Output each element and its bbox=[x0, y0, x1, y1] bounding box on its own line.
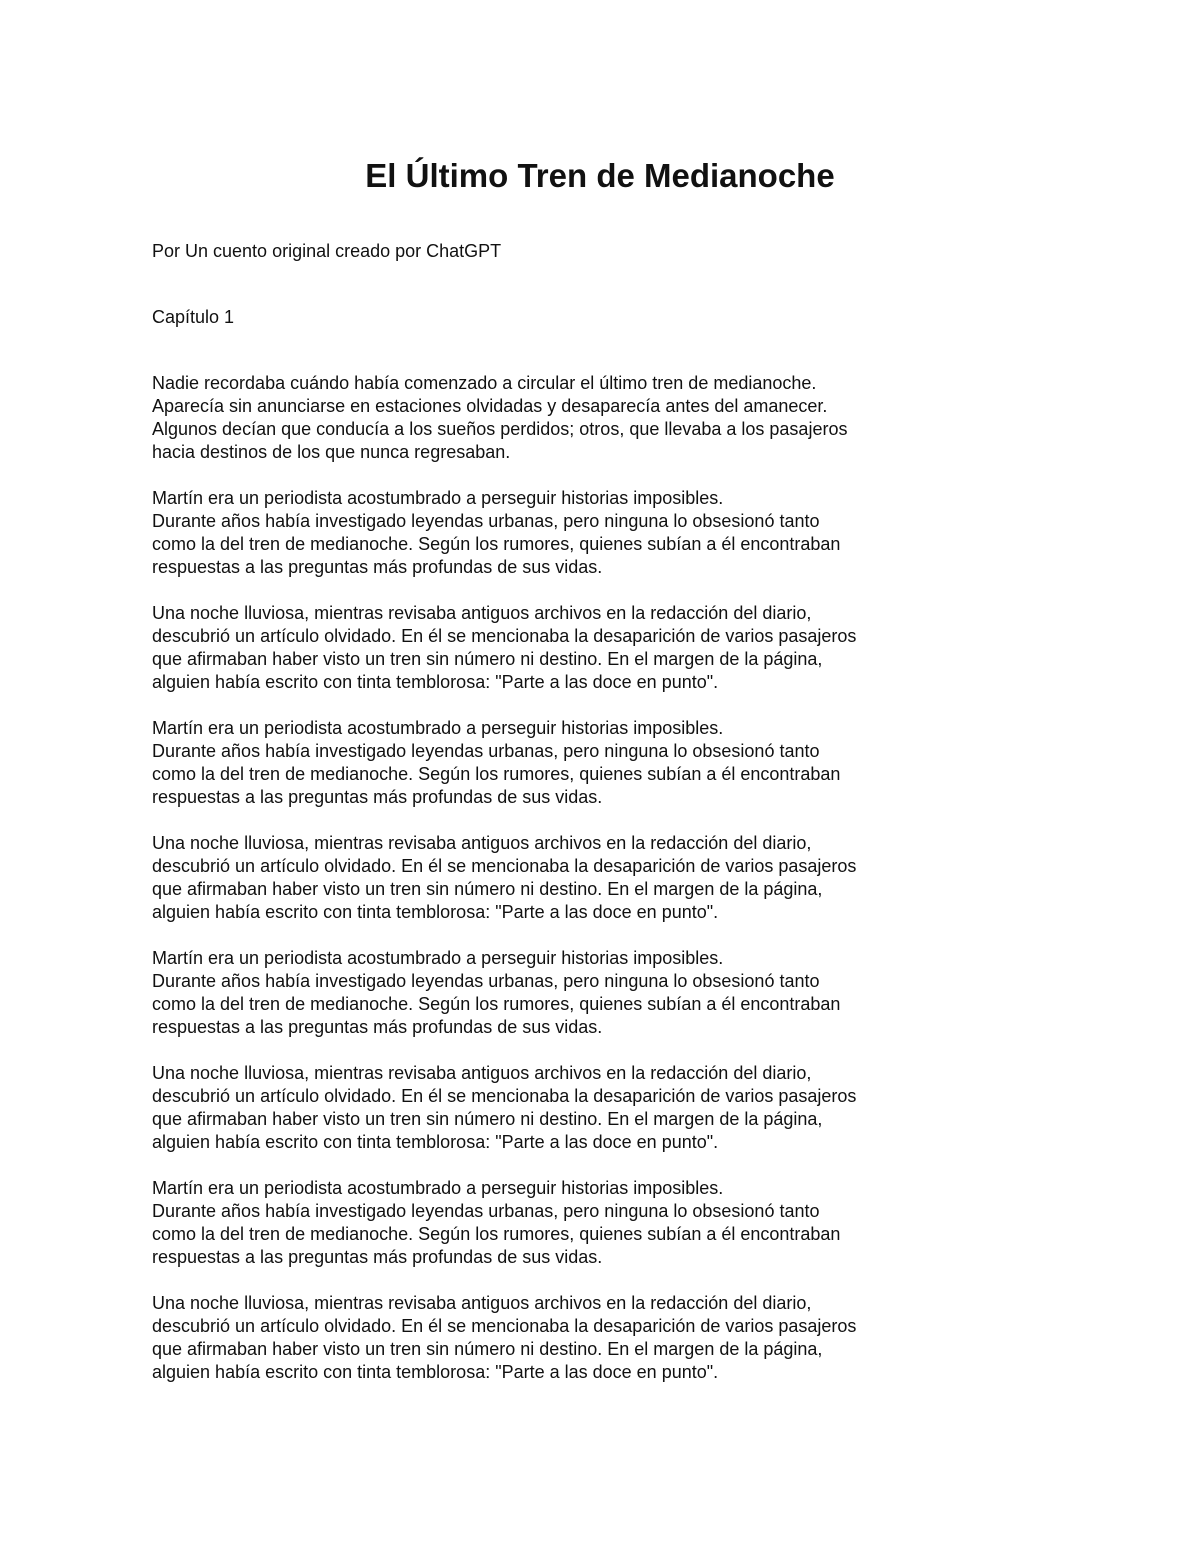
paragraph-line: Una noche lluviosa, mientras revisaba antiguos archivos en la redacción del diario, bbox=[152, 1063, 812, 1083]
paragraph-line: alguien había escrito con tinta temblorosa: "Parte a las doce en punto". bbox=[152, 672, 719, 692]
paragraph-line: descubrió un artículo olvidado. En él se mencionaba la desaparición de varios pasajeros bbox=[152, 626, 857, 646]
paragraph-line: respuestas a las preguntas más profundas de sus vidas. bbox=[152, 1017, 603, 1037]
paragraph-line: como la del tren de medianoche. Según los rumores, quienes subían a él encontraban bbox=[152, 764, 841, 784]
paragraph-line: Una noche lluviosa, mientras revisaba antiguos archivos en la redacción del diario, bbox=[152, 603, 812, 623]
paragraph-line: Durante años había investigado leyendas urbanas, pero ninguna lo obsesionó tanto bbox=[152, 1201, 820, 1221]
paragraph-line: hacia destinos de los que nunca regresaban. bbox=[152, 442, 511, 462]
paragraph-line: Durante años había investigado leyendas urbanas, pero ninguna lo obsesionó tanto bbox=[152, 741, 820, 761]
paragraph bbox=[152, 1062, 1052, 1154]
paragraph-line: Durante años había investigado leyendas urbanas, pero ninguna lo obsesionó tanto bbox=[152, 971, 820, 991]
paragraph-line: alguien había escrito con tinta temblorosa: "Parte a las doce en punto". bbox=[152, 1362, 719, 1382]
paragraph-line: Martín era un periodista acostumbrado a perseguir historias imposibles. bbox=[152, 948, 724, 968]
paragraph bbox=[152, 832, 1052, 924]
paragraph bbox=[152, 372, 1052, 464]
paragraph bbox=[152, 1292, 1052, 1384]
paragraph-line: Durante años había investigado leyendas urbanas, pero ninguna lo obsesionó tanto bbox=[152, 511, 820, 531]
paragraph bbox=[152, 1177, 1052, 1269]
paragraph bbox=[152, 947, 1052, 1039]
paragraph-line: Martín era un periodista acostumbrado a perseguir historias imposibles. bbox=[152, 488, 724, 508]
paragraph-line: como la del tren de medianoche. Según los rumores, quienes subían a él encontraban bbox=[152, 994, 841, 1014]
paragraph-line: descubrió un artículo olvidado. En él se mencionaba la desaparición de varios pasajeros bbox=[152, 856, 857, 876]
chapter-heading: Capítulo 1 bbox=[152, 307, 235, 327]
paragraph bbox=[152, 487, 1052, 579]
paragraph-line: descubrió un artículo olvidado. En él se mencionaba la desaparición de varios pasajeros bbox=[152, 1086, 857, 1106]
paragraph-line: que afirmaban haber visto un tren sin número ni destino. En el margen de la página, bbox=[152, 1339, 823, 1359]
paragraph-line: que afirmaban haber visto un tren sin número ni destino. En el margen de la página, bbox=[152, 1109, 823, 1129]
paragraph-line: alguien había escrito con tinta temblorosa: "Parte a las doce en punto". bbox=[152, 902, 719, 922]
paragraph-line: Martín era un periodista acostumbrado a perseguir historias imposibles. bbox=[152, 1178, 724, 1198]
paragraph-line: Una noche lluviosa, mientras revisaba antiguos archivos en la redacción del diario, bbox=[152, 1293, 812, 1313]
paragraph-line: descubrió un artículo olvidado. En él se mencionaba la desaparición de varios pasajeros bbox=[152, 1316, 857, 1336]
paragraph-line: como la del tren de medianoche. Según los rumores, quienes subían a él encontraban bbox=[152, 534, 841, 554]
paragraph-line: que afirmaban haber visto un tren sin número ni destino. En el margen de la página, bbox=[152, 649, 823, 669]
document-title: El Último Tren de Medianoche bbox=[365, 157, 835, 194]
author-line: Por Un cuento original creado por ChatGPT bbox=[152, 241, 502, 261]
paragraph bbox=[152, 717, 1052, 809]
paragraph bbox=[152, 602, 1052, 694]
paragraph-line: respuestas a las preguntas más profundas de sus vidas. bbox=[152, 1247, 603, 1267]
paragraph-line: como la del tren de medianoche. Según los rumores, quienes subían a él encontraban bbox=[152, 1224, 841, 1244]
paragraph-line: Nadie recordaba cuándo había comenzado a circular el último tren de medianoche. bbox=[152, 373, 817, 393]
paragraph-line: Aparecía sin anunciarse en estaciones olvidadas y desaparecía antes del amanecer. bbox=[152, 396, 828, 416]
paragraph-line: respuestas a las preguntas más profundas de sus vidas. bbox=[152, 557, 603, 577]
paragraph-line: que afirmaban haber visto un tren sin número ni destino. En el margen de la página, bbox=[152, 879, 823, 899]
paragraph-line: alguien había escrito con tinta temblorosa: "Parte a las doce en punto". bbox=[152, 1132, 719, 1152]
paragraph-line: Una noche lluviosa, mientras revisaba antiguos archivos en la redacción del diario, bbox=[152, 833, 812, 853]
paragraph-line: Martín era un periodista acostumbrado a perseguir historias imposibles. bbox=[152, 718, 724, 738]
story-body bbox=[152, 372, 1052, 1407]
paragraph-line: respuestas a las preguntas más profundas de sus vidas. bbox=[152, 787, 603, 807]
paragraph-line: Algunos decían que conducía a los sueños perdidos; otros, que llevaba a los pasajeros bbox=[152, 419, 848, 439]
